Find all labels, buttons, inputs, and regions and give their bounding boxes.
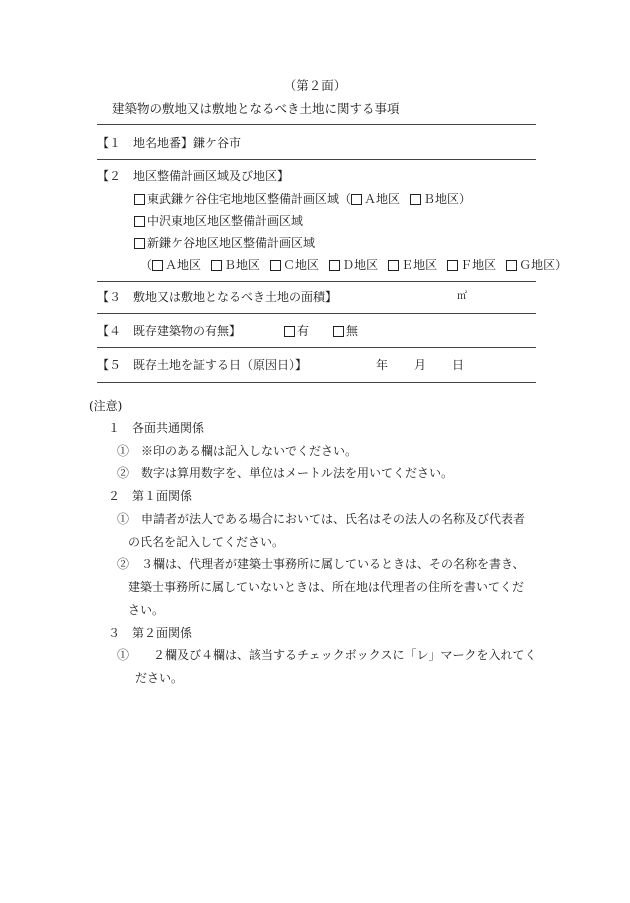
shinkamagaya-districts	[140, 258, 567, 274]
shinkamagaya-label: 新鎌ケ谷地区地区整備計画区域	[147, 236, 316, 250]
district-d-checkbox[interactable]	[329, 260, 340, 271]
form-subtitle: 建築物の敷地又は敷地となるべき土地に関する事項	[112, 101, 400, 116]
district-option-nakazawa	[134, 214, 303, 230]
existing-yes-checkbox[interactable]	[284, 326, 295, 337]
districts-open-paren: （	[140, 258, 153, 272]
district-f-checkbox[interactable]	[447, 260, 458, 271]
district-b-checkbox[interactable]	[211, 260, 222, 271]
note-3-1-line2: ださい。	[135, 671, 184, 685]
tobu-a-checkbox[interactable]	[351, 194, 362, 205]
existing-no-label: 無	[346, 324, 359, 338]
day-label: 日	[452, 358, 465, 372]
note-2-2-line2: 建築士事務所に属していないときは、所在地は代理者の住所を書いてくだ	[128, 580, 525, 594]
divider	[97, 159, 536, 160]
district-option-tobu	[134, 192, 471, 208]
district-a-checkbox[interactable]	[152, 260, 163, 271]
tobu-a-label: Ａ地区	[364, 192, 401, 206]
month-label: 月	[414, 358, 427, 372]
page-label	[0, 78, 630, 94]
note-2-2-line1: ② ３欄は、代理者が建築士事務所に属しているときは、その名称を書き、	[117, 557, 525, 571]
section-2-label: 【２ 地区整備計画区域及び地区】	[97, 169, 290, 183]
note-2-heading: ２ 第１面関係	[108, 489, 193, 503]
year-label: 年	[376, 358, 389, 372]
section-3-label: 【３ 敷地又は敷地となるべき土地の面積】	[97, 290, 338, 304]
note-3-1-line1: ① ２欄及び４欄は、該当するチェックボックスに「レ」マークを入れてく	[117, 648, 537, 662]
tobu-close-paren: ）	[459, 192, 472, 206]
divider	[97, 347, 536, 348]
district-f-label: Ｆ地区	[460, 258, 497, 272]
note-3-heading: ３ 第２面関係	[108, 626, 193, 640]
note-1-heading: １ 各面共通関係	[108, 421, 205, 435]
note-2-1-line1: ① 申請者が法人である場合においては、氏名はその法人の名称及び代表者	[117, 512, 526, 526]
district-d-label: Ｄ地区	[342, 258, 379, 272]
nakazawa-checkbox[interactable]	[134, 216, 145, 227]
district-e-checkbox[interactable]	[388, 260, 399, 271]
section-5-label: 【５ 既存土地を証する日（原因日）】	[97, 358, 308, 372]
existing-yes-option	[284, 324, 309, 340]
districts-close-paren: ）	[555, 258, 568, 272]
existing-no-checkbox[interactable]	[333, 326, 344, 337]
tobu-label: 東武鎌ケ谷住宅地地区整備計画区域（	[147, 192, 352, 206]
nakazawa-label: 中沢東地区地区整備計画区域	[147, 214, 304, 228]
district-b-label: Ｂ地区	[224, 258, 261, 272]
section-4-label: 【４ 既存建築物の有無】	[97, 324, 242, 338]
divider	[97, 313, 536, 314]
district-c-checkbox[interactable]	[270, 260, 281, 271]
section-1-label: 【１ 地名地番】鎌ケ谷市	[97, 136, 242, 150]
district-c-label: Ｃ地区	[283, 258, 320, 272]
note-2-2-line3: さい。	[128, 603, 165, 617]
existing-yes-label: 有	[297, 324, 310, 338]
page-label-text: （第２面）	[283, 78, 347, 93]
shinkamagaya-checkbox[interactable]	[134, 238, 145, 249]
note-2-1-line2: の氏名を記入してください。	[128, 535, 285, 549]
notes-heading: (注意)	[89, 399, 123, 413]
district-e-label: Ｅ地区	[401, 258, 438, 272]
divider	[97, 382, 536, 383]
note-1-1: ① ※印のある欄は記入しないでください。	[117, 444, 358, 458]
district-g-label: Ｇ地区	[519, 258, 556, 272]
existing-no-option	[333, 324, 358, 340]
note-1-2: ② 数字は算用数字を、単位はメートル法を用いてください。	[117, 466, 454, 480]
district-a-label: Ａ地区	[165, 258, 202, 272]
tobu-b-checkbox[interactable]	[410, 194, 421, 205]
divider	[97, 124, 536, 125]
area-unit: ㎡	[457, 291, 467, 302]
district-option-shinkamagaya	[134, 236, 315, 252]
tobu-b-label: Ｂ地区	[423, 192, 460, 206]
divider	[97, 281, 536, 282]
tobu-checkbox[interactable]	[134, 194, 145, 205]
district-g-checkbox[interactable]	[506, 260, 517, 271]
